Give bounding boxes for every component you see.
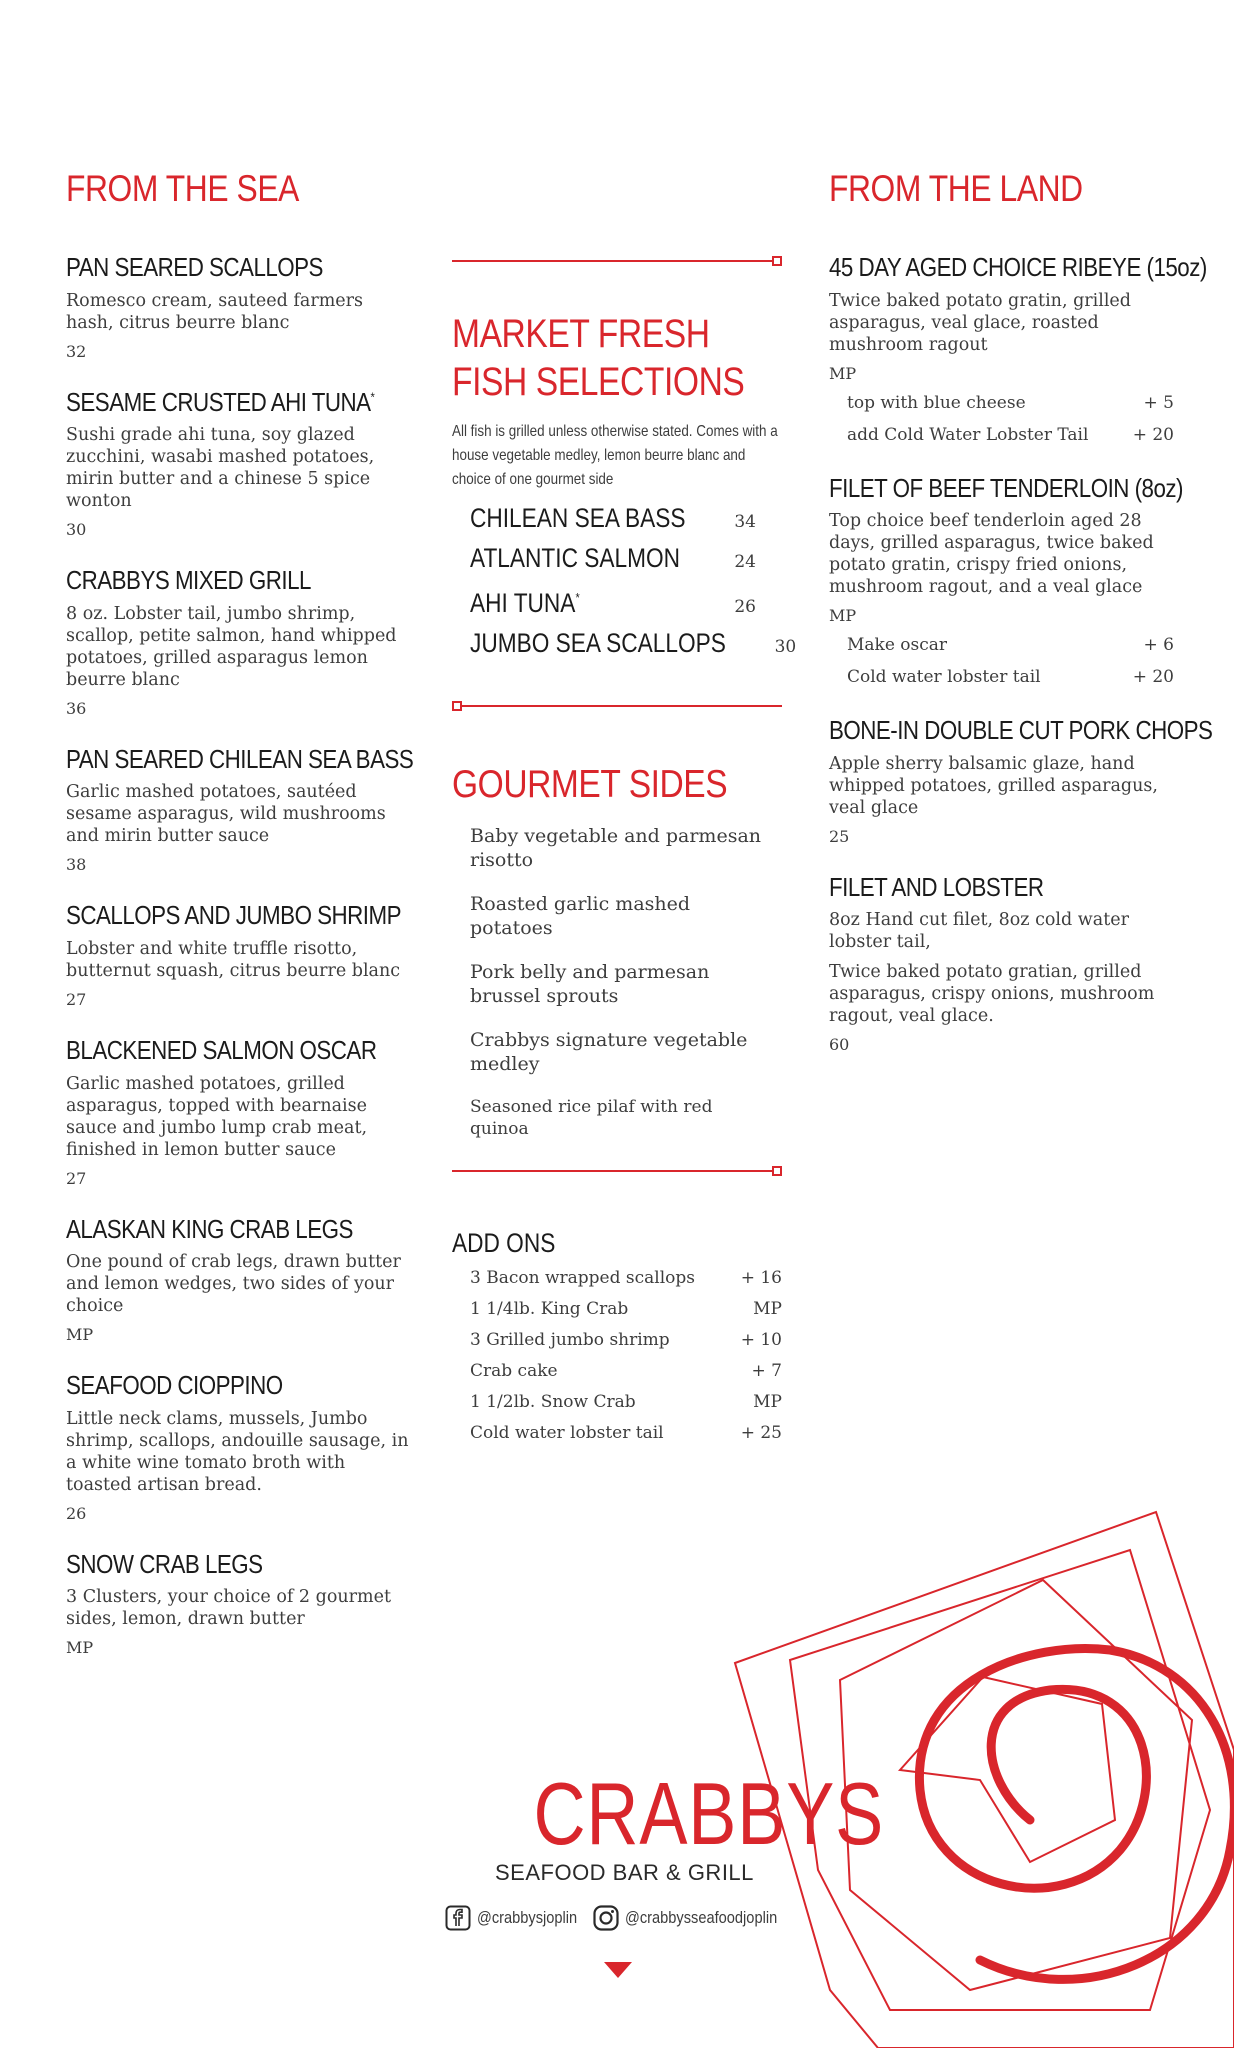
- fish-name-text: AHI TUNA: [470, 588, 576, 618]
- item-name-text: SNOW CRAB LEGS: [66, 1548, 263, 1579]
- addon-row: [829, 423, 1174, 447]
- item-description: One pound of crab legs, drawn butter and lemon wedges, two sides of your choice: [66, 1252, 401, 1317]
- addon-label: 1 1/2lb. Snow Crab: [470, 1392, 636, 1412]
- fish-price: 34: [734, 512, 756, 532]
- addon-row: [452, 1328, 782, 1352]
- item-description: 8 oz. Lobster tail, jumbo shrimp, scallop, petite salmon, hand whipped potatoes, grilled asparagus lemon beurre blanc: [66, 603, 397, 690]
- addon-row: [452, 1297, 782, 1321]
- gourmet-sides-section: [452, 765, 782, 1140]
- add-ons-section: [452, 1228, 782, 1445]
- menu-item-filet: [829, 472, 1183, 690]
- item-price: 38: [66, 855, 87, 875]
- item-description: Apple sherry balsamic glaze, hand whipped potatoes, grilled asparagus, veal glace: [829, 753, 1158, 818]
- addon-row: [829, 665, 1174, 689]
- menu-item: [66, 1215, 411, 1345]
- menu-item: [66, 901, 411, 1009]
- side-item: Pork belly and parmesan brussel sprouts: [470, 961, 710, 1007]
- down-arrow-icon: [604, 1962, 632, 1978]
- addon-price: + 25: [740, 1423, 782, 1443]
- fish-name: [470, 538, 680, 578]
- facebook-link[interactable]: [445, 1905, 593, 1931]
- menu-item: [66, 1036, 411, 1188]
- item-description: Top choice beef tenderloin aged 28 days, grilled asparagus, twice baked potato gratin, crispy fried onions, mushroom ragout, and a veal glace: [829, 511, 1154, 598]
- fish-price: 30: [774, 637, 797, 657]
- instagram-link[interactable]: [593, 1905, 802, 1931]
- item-description: Little neck clams, mussels, Jumbo shrimp, scallops, andouille sausage, in a white wine tomato broth with toasted artisan bread.: [66, 1408, 409, 1495]
- divider-rule: [452, 1166, 782, 1176]
- addon-price: + 6: [1143, 635, 1174, 656]
- item-name-text: BLACKENED SALMON OSCAR: [66, 1034, 377, 1065]
- market-fresh-section: [452, 310, 797, 663]
- fish-name: [470, 498, 686, 538]
- social-links: [445, 1905, 795, 1931]
- item-price: 27: [66, 989, 87, 1009]
- item-price: MP: [66, 1325, 94, 1345]
- item-name: [66, 1371, 363, 1400]
- instagram-handle: @crabbysseafoodjoplin: [625, 1908, 778, 1927]
- addon-row: [452, 1421, 782, 1445]
- item-price: 36: [66, 698, 87, 718]
- addon-price: MP: [753, 1299, 782, 1319]
- item-description: Garlic mashed potatoes, grilled asparagus, topped with bearnaise sauce and jumbo lump crab meat, finished in lemon butter sauce: [66, 1073, 368, 1160]
- market-fresh-title-line2: FISH SELECTIONS: [452, 360, 745, 404]
- item-price: 27: [66, 1168, 87, 1188]
- item-description: Sushi grade ahi tuna, soy glazed zucchini, wasabi mashed potatoes, mirin butter and a chinese 5 spice wonton: [66, 425, 375, 512]
- facebook-handle: @crabbysjoplin: [477, 1908, 578, 1927]
- item-name: [66, 900, 402, 931]
- add-ons-title: ADD ONS: [452, 1228, 556, 1258]
- addon-label: Make oscar: [847, 635, 948, 656]
- fish-list: [452, 498, 797, 663]
- item-price: MP: [829, 363, 857, 383]
- item-description: Twice baked potato gratian, grilled asparagus, crispy onions, mushroom ragout, veal glace.: [829, 962, 1155, 1027]
- addon-label: 3 Grilled jumbo shrimp: [470, 1330, 670, 1350]
- fish-price: 26: [734, 597, 756, 617]
- divider-rule: [452, 256, 782, 266]
- menu-item-filet-and-lobster: [829, 873, 1174, 1055]
- side-item: Roasted garlic mashed potatoes: [470, 893, 691, 939]
- addon-label: Cold water lobster tail: [470, 1423, 664, 1443]
- item-name-text: ALASKAN KING CRAB LEGS: [66, 1213, 353, 1244]
- item-name: [66, 253, 363, 282]
- side-item: Seasoned rice pilaf with red quinoa: [470, 1097, 713, 1139]
- addon-price: + 7: [751, 1361, 782, 1381]
- menu-item: [66, 743, 414, 875]
- facebook-icon: [445, 1905, 471, 1931]
- market-fresh-note: All fish is grilled unless otherwise stated. Comes with a house vegetable medley, lemon beurre blanc and choice of one gourmet side: [452, 423, 778, 488]
- addon-price: + 5: [1143, 392, 1174, 413]
- item-name-text: CRABBYS MIXED GRILL: [66, 565, 311, 596]
- add-ons-list: [452, 1266, 782, 1445]
- addon-label: 1 1/4lb. King Crab: [470, 1299, 629, 1319]
- logo-tagline: SEAFOOD BAR & GRILL: [495, 1860, 754, 1885]
- from-the-sea-title: FROM THE SEA: [66, 168, 299, 209]
- addon-label: Cold water lobster tail: [847, 667, 1041, 688]
- item-price: 30: [66, 520, 87, 540]
- item-description: Romesco cream, sauteed farmers hash, citrus beurre blanc: [66, 290, 363, 333]
- item-name-text: SESAME CRUSTED AHI TUNA: [66, 386, 371, 417]
- middle-column: [452, 170, 797, 1445]
- spiral-frame-3: [840, 1580, 1192, 1990]
- menu-item: [66, 566, 411, 718]
- market-fresh-title-line1: MARKET FRESH: [452, 312, 710, 356]
- addon-row: [452, 1390, 782, 1414]
- item-name-text: SCALLOPS AND JUMBO SHRIMP: [66, 900, 402, 931]
- fish-row: [452, 623, 797, 663]
- item-name: BONE-IN DOUBLE CUT PORK CHOPS: [829, 715, 1213, 746]
- item-name-text: PAN SEARED CHILEAN SEA BASS: [66, 743, 414, 774]
- addon-row: [452, 1266, 782, 1290]
- from-the-sea-section: [66, 168, 414, 1684]
- item-name-text: PAN SEARED SCALLOPS: [66, 252, 323, 282]
- divider-rule: [452, 701, 782, 711]
- raw-marker: *: [370, 388, 375, 404]
- addon-label: Crab cake: [470, 1361, 558, 1381]
- item-price: MP: [829, 606, 857, 626]
- menu-item: [66, 1550, 411, 1658]
- item-price: 60: [829, 1035, 850, 1055]
- addon-price: + 20: [1132, 667, 1174, 688]
- menu-item: [66, 1371, 411, 1523]
- item-description: 8oz Hand cut filet, 8oz cold water lobster tail,: [829, 910, 1129, 953]
- item-price: MP: [66, 1638, 94, 1658]
- item-description: Lobster and white truffle risotto, butternut squash, citrus beurre blanc: [66, 938, 401, 981]
- fish-name: [470, 623, 726, 663]
- addon-label: 3 Bacon wrapped scallops: [470, 1268, 695, 1288]
- fish-row: [452, 498, 782, 538]
- gourmet-sides-title: GOURMET SIDES: [452, 763, 728, 806]
- item-name: FILET AND LOBSTER: [829, 871, 1044, 902]
- fish-row: [452, 538, 782, 578]
- fish-name-text: JUMBO SEA SCALLOPS: [470, 628, 726, 658]
- item-name: [66, 743, 414, 774]
- addon-row: [829, 633, 1174, 657]
- menu-item-pork-chops: [829, 715, 1213, 846]
- item-name: [66, 1034, 377, 1065]
- fish-row: [452, 578, 782, 623]
- addon-label: add Cold Water Lobster Tail: [847, 424, 1089, 445]
- item-price: 32: [66, 341, 87, 361]
- item-name: 45 DAY AGED CHOICE RIBEYE (15oz): [829, 252, 1207, 282]
- crabbys-logo: [495, 1764, 885, 1886]
- item-name: FILET OF BEEF TENDERLOIN (8oz): [829, 472, 1183, 503]
- side-item: Baby vegetable and parmesan risotto: [470, 825, 762, 871]
- instagram-icon: [593, 1905, 619, 1931]
- from-the-land-section: [829, 168, 1213, 1081]
- item-name: [66, 1550, 363, 1579]
- addon-price: + 10: [740, 1330, 782, 1350]
- addon-price: + 16: [740, 1268, 782, 1288]
- item-price: 25: [829, 826, 850, 846]
- addon-row: [829, 391, 1174, 415]
- addon-label: top with blue cheese: [847, 392, 1026, 413]
- item-name: [66, 566, 363, 595]
- menu-item: [66, 253, 411, 361]
- fish-name-text: ATLANTIC SALMON: [470, 543, 681, 573]
- menu-item: [66, 388, 411, 540]
- logo-wordmark: CRABBYS: [533, 1764, 885, 1863]
- item-description: 3 Clusters, your choice of 2 gourmet sides, lemon, drawn butter: [66, 1587, 391, 1630]
- sides-list: [452, 824, 782, 1140]
- item-description: Garlic mashed potatoes, sautéed sesame asparagus, wild mushrooms and mirin butter sauce: [66, 782, 386, 847]
- raw-marker: *: [575, 590, 580, 605]
- side-item: Crabbys signature vegetable medley: [470, 1029, 748, 1075]
- fish-price: 24: [734, 552, 756, 572]
- item-description: Twice baked potato gratin, grilled asparagus, veal glace, roasted mushroom ragout: [829, 290, 1131, 355]
- item-name: [66, 1215, 363, 1244]
- addon-row: [452, 1359, 782, 1383]
- addon-price: MP: [753, 1392, 782, 1412]
- menu-item-ribeye: [829, 252, 1207, 447]
- fish-name: [470, 578, 580, 623]
- addon-price: + 20: [1132, 424, 1174, 445]
- item-name: [66, 386, 375, 417]
- sea-items-list: [66, 252, 414, 1658]
- fish-name-text: CHILEAN SEA BASS: [470, 503, 686, 533]
- from-the-land-title: FROM THE LAND: [829, 168, 1083, 209]
- item-price: 26: [66, 1503, 87, 1523]
- item-name-text: SEAFOOD CIOPPINO: [66, 1370, 283, 1401]
